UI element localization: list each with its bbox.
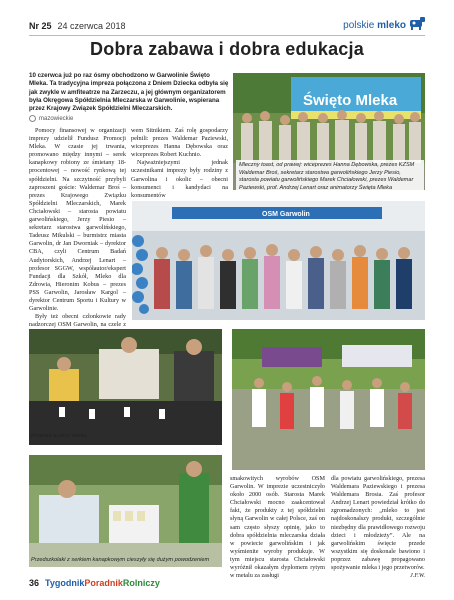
publication-name-3: Rolniczy [122,578,160,588]
text-column-4 [331,475,425,580]
page-footer [29,578,160,588]
brand-logo-text [343,20,406,31]
caption-toast: Mleczny toast, od prawej: wiceprezes Hanna Dębowska, prezes KZSM Waldemar Broś, sekretarz starostwa garwolińskiego Jerzy Piesio, starosta powiatu garwolińskiego Marek Chciałowski, prezes Waldemar Paziewski, prof. Andrzej Lenart oraz animatorzy Święta Mleka [236,160,424,194]
stage-banner-text: OSM Garwolin [262,211,310,218]
author-signature: J.F.W. [410,572,425,580]
paragraph-6: dla powiatu garwolińskiego, prezesa Waldemara Paziewskiego i prezesa Waldemara Brosia. Zaś profesor Andrzej Lenart powiedział krótko do zgromadzonych: „mleko to jest najdoskonalszy produkt, szczególnie niezbędny dla prawidłowego rozwoju dzieci i młodzieży”. Ale na garwolińskim święcie przede wszystkim się doskonale bawiono i poprzez zabawę propagowano spożywanie mleka i jego przetworów. [331,475,425,572]
issue-number: Nr 25 [29,21,52,31]
paragraph-5: smakowitych wyrobów OSM Garwolin. W imprezie uczestniczyło około 2000 osób. Starosta Marek Chciałowski mocno zaakcentował fakt, że produkty z tej spółdzielni słyną Garwolin w całej Polsce, zaś on sam często słyszy opinię, jako to dobra spółdzielnia mleczarska działa w powiecie garwolińskim i jak wyśmienite wyroby produkuje. W tym miejscu starosta Chciałowski wyróżnił okazałym dyplomem rytym w metalu za zasługi [230,475,325,580]
photo-crowd [132,201,425,320]
header-divider [29,35,425,36]
caption-contest: Konkurs w piciu mleka [31,433,87,439]
region-tag [29,115,73,122]
publication-name-2: Poradnik [84,578,123,588]
article-lead: 10 czerwca już po raz ósmy obchodzono w Garwolinie Święto Mleka. Ta tradycyjna impreza połączona z Dniem Dziecka odbyła się jak zwykle w amfiteatrze na Zarzeczu, a jej głównym organizatorem była Okręgowa Spółdzielnia Mleczarska w Garwolinie, wspierana przez Krajowy Związek Spółdzielni Mleczarskich. [29,72,229,113]
brand-part2: mleko [377,20,406,31]
cow-logo-icon [408,15,426,31]
banner-text: Święto Mleka [303,92,398,109]
photo-milk-contest [29,329,222,445]
paragraph-1: Pomocy finansowej w organizacji imprezy udzielił Fundusz Promocji Mleka. W czasie jej trwania, promowano między innymi – serek kanapkowy robiony ze śmietany 18-procentowej – nowość rynkową tej spółdzielni. Na szczytność przybyli zaproszeni goście: Waldemar Broś – prezes Krajowego Związku Spółdzielni Mleczarskich, Marek Chciałowski – starosta powiatu garwolińskiego, Jerzy Piesio – sekretarz starostwa garwolińskiego, Tadeusz Mikulski – burmistrz miasta Garwolin, dr Jan Dworniak – dyrektor CBA, czyli Centrum Badań Audytorskich, Andrzej Lenart – profesor SGGW, współautor/ekspert Fundacji dla Szkół, Mleko dla Zdrowia, Hieronim Kobus – prezes PSS Garwolin, Jarosław Kargol – dyrektor Centrum Sportu i Kultury w Garwolinie. [29,127,126,313]
region-label: mazowieckie [39,116,74,123]
page-number: 36 [29,578,40,588]
text-column-2 [131,127,228,200]
text-column-1 [29,127,126,337]
location-pin-icon [29,115,36,122]
caption-children: Przedszkolaki z serkiem kanapkowym cieszyły się dużym powodzeniem [31,557,210,563]
text-column-3 [230,475,325,580]
photo-children [29,455,222,567]
paragraph-2: Były też obecni członkowie rady nadzorczej OSM Garwolin, na czele z [29,313,126,329]
paragraph-3: wem Sitnikiem. Zaś rolę gospodarzy pełnili: prezes Waldemar Paziewski, wiceprezes Hanna Dębowska oraz wiceprezes Robert Kuchnio. [131,127,228,159]
issue-info [29,21,126,31]
brand-part1: polskie [343,20,375,31]
paragraph-4: Najważniejszymi jednak uczestnikami imprezy były rodziny z Garwolina i okolic – obecni konsumenci i kandydaci na konsumentów [131,159,228,199]
page-header [0,0,454,34]
article-title: Dobra zabawa i dobra edukacja [90,39,364,59]
publication-name-1: Tygodnik [45,578,85,588]
issue-date: 24 czerwca 2018 [57,21,126,31]
photo-dancers [232,329,425,470]
